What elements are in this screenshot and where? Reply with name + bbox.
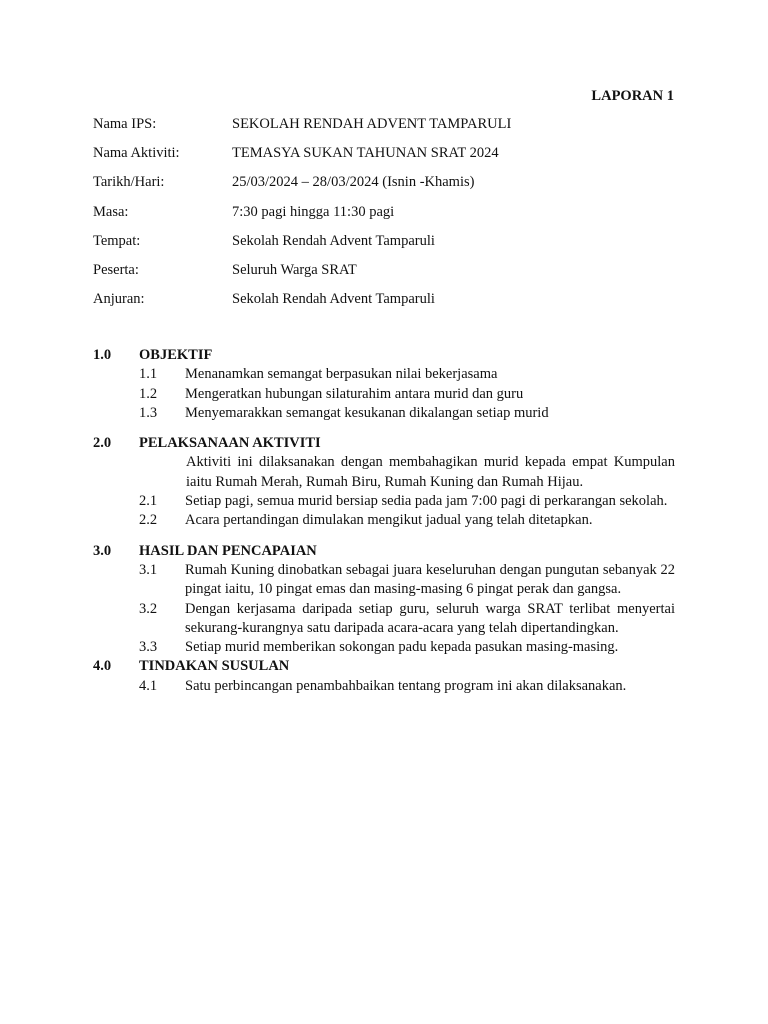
list-item (93, 561, 675, 600)
section-title: HASIL DAN PENCAPAIAN (139, 542, 317, 559)
item-number: 4.1 (139, 677, 158, 694)
section-heading (93, 657, 675, 676)
item-text: Satu perbincangan penambahbaikan tentang program ini akan dilaksanakan. (185, 677, 627, 694)
info-value: Sekolah Rendah Advent Tamparuli (232, 291, 435, 308)
info-value: 7:30 pagi hingga 11:30 pagi (232, 203, 395, 220)
item-number: 2.1 (139, 493, 158, 510)
info-row-peserta (93, 260, 693, 289)
info-row-anjuran (93, 289, 693, 318)
list-item (93, 385, 675, 404)
item-number: 3.1 (139, 561, 158, 578)
section-title: TINDAKAN SUSULAN (139, 658, 290, 675)
info-label: Tarikh/Hari: (93, 174, 165, 191)
report-title: LAPORAN 1 (591, 88, 674, 104)
section-objektif (93, 346, 675, 423)
item-text: Menyemarakkan semangat kesukanan dikalangan setiap murid (185, 404, 549, 421)
list-item (93, 677, 675, 696)
info-row-nama-aktiviti (93, 143, 693, 172)
list-item (93, 492, 675, 511)
list-item (93, 404, 675, 423)
item-number: 1.2 (139, 385, 158, 402)
section-tindakan (93, 657, 675, 696)
info-row-nama-ips (93, 114, 693, 143)
info-label: Nama IPS: (93, 116, 157, 132)
list-item (93, 600, 675, 639)
info-row-tempat (93, 231, 693, 260)
info-label: Masa: (93, 203, 129, 220)
info-row-tarikh (93, 172, 693, 201)
section-pelaksanaan (93, 434, 675, 530)
info-table (93, 114, 693, 318)
item-text: Mengeratkan hubungan silaturahim antara murid dan guru (185, 385, 524, 402)
item-number: 1.3 (139, 404, 158, 421)
item-text: Menanamkan semangat berpasukan nilai bekerjasama (185, 366, 498, 383)
item-number: 3.3 (139, 639, 158, 656)
item-text: Acara pertandingan dimulakan mengikut jadual yang telah ditetapkan. (185, 512, 593, 529)
section-number: 2.0 (93, 435, 112, 452)
item-number: 2.2 (139, 512, 158, 529)
info-value: Seluruh Warga SRAT (232, 261, 357, 278)
section-heading (93, 542, 675, 561)
section-number: 4.0 (93, 658, 112, 675)
item-text: Setiap pagi, semua murid bersiap sedia pada jam 7:00 pagi di perkarangan sekolah. (185, 493, 668, 510)
section-intro: Aktiviti ini dilaksanakan dengan membahagikan murid kepada empat Kumpulan iaitu Rumah Merah, Rumah Biru, Rumah Kuning dan Rumah Hijau. (186, 454, 675, 490)
info-label: Anjuran: (93, 291, 145, 308)
section-title: PELAKSANAAN AKTIVITI (139, 435, 321, 452)
item-text: Dengan kerjasama daripada setiap guru, seluruh warga SRAT terlibat menyertai sekurang-kurangnya satu daripada acara-acara yang telah dipertandingkan. (185, 600, 675, 636)
info-label: Nama Aktiviti: (93, 145, 180, 162)
list-item (93, 638, 675, 657)
info-value: Sekolah Rendah Advent Tamparuli (232, 232, 435, 249)
info-label: Tempat: (93, 232, 141, 249)
list-item (93, 511, 675, 530)
section-heading (93, 434, 675, 453)
item-number: 1.1 (139, 366, 158, 383)
section-number: 1.0 (93, 347, 112, 363)
item-number: 3.2 (139, 600, 158, 617)
info-value: TEMASYA SUKAN TAHUNAN SRAT 2024 (232, 145, 499, 162)
list-item (93, 365, 675, 384)
section-hasil (93, 542, 675, 658)
info-label: Peserta: (93, 261, 139, 278)
section-number: 3.0 (93, 542, 112, 559)
info-row-masa (93, 202, 693, 231)
section-heading (93, 346, 675, 365)
info-value: SEKOLAH RENDAH ADVENT TAMPARULI (232, 116, 512, 132)
item-text: Rumah Kuning dinobatkan sebagai juara keseluruhan dengan pungutan sebanyak 22 pingat iaitu, 10 pingat emas dan masing-masing 6 pingat perak dan gangsa. (185, 561, 675, 598)
report-sections (93, 346, 675, 696)
info-value: 25/03/2024 – 28/03/2024 (Isnin -Khamis) (232, 174, 475, 191)
section-title: OBJEKTIF (139, 347, 213, 363)
item-text: Setiap murid memberikan sokongan padu kepada pasukan masing-masing. (185, 639, 619, 656)
